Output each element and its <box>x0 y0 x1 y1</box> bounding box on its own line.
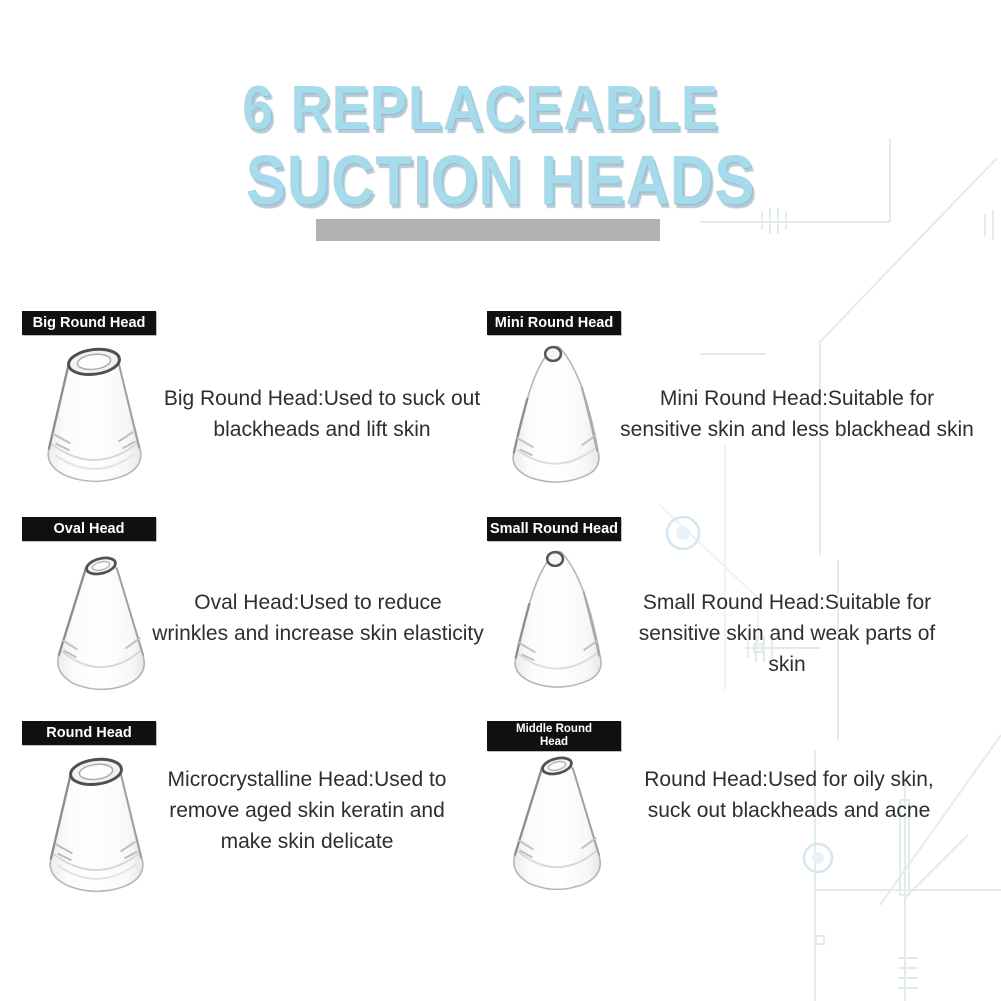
title-underline-bar <box>316 219 660 241</box>
head-item-oval <box>20 517 490 717</box>
head-label-badge: Oval Head <box>22 517 156 541</box>
head-item-middle-round <box>485 721 1001 921</box>
page-title-line2: SUCTION HEADS <box>245 141 756 219</box>
head-item-big-round <box>20 311 490 506</box>
page-title <box>0 74 1001 219</box>
head-description: Oval Head:Used to reduce wrinkles and increase skin elasticity <box>152 591 484 645</box>
head-label-badge: Mini Round Head <box>487 311 621 335</box>
head-description: Big Round Head:Used to suck out blackheads and lift skin <box>163 387 481 441</box>
head-description: Microcrystalline Head:Used to remove aged skin keratin and make skin delicate <box>167 768 447 853</box>
mini-round-head-image <box>497 338 615 490</box>
head-label-badge: Big Round Head <box>22 311 156 335</box>
head-item-mini-round <box>485 311 1001 506</box>
head-description: Round Head:Used for oily skin, suck out blackheads and acne <box>644 768 934 822</box>
head-label-badge: Round Head <box>22 721 156 745</box>
head-item-small-round <box>485 517 1001 717</box>
head-item-round <box>20 721 490 921</box>
head-label-badge: Small Round Head <box>487 517 621 541</box>
head-label-badge: Middle Round Head <box>487 721 621 751</box>
head-description: Mini Round Head:Suitable for sensitive skin and less blackhead skin <box>620 387 974 441</box>
page-title-line1: 6 REPLACEABLE <box>242 74 719 143</box>
head-description: Small Round Head:Suitable for sensitive skin and weak parts of skin <box>638 591 936 676</box>
